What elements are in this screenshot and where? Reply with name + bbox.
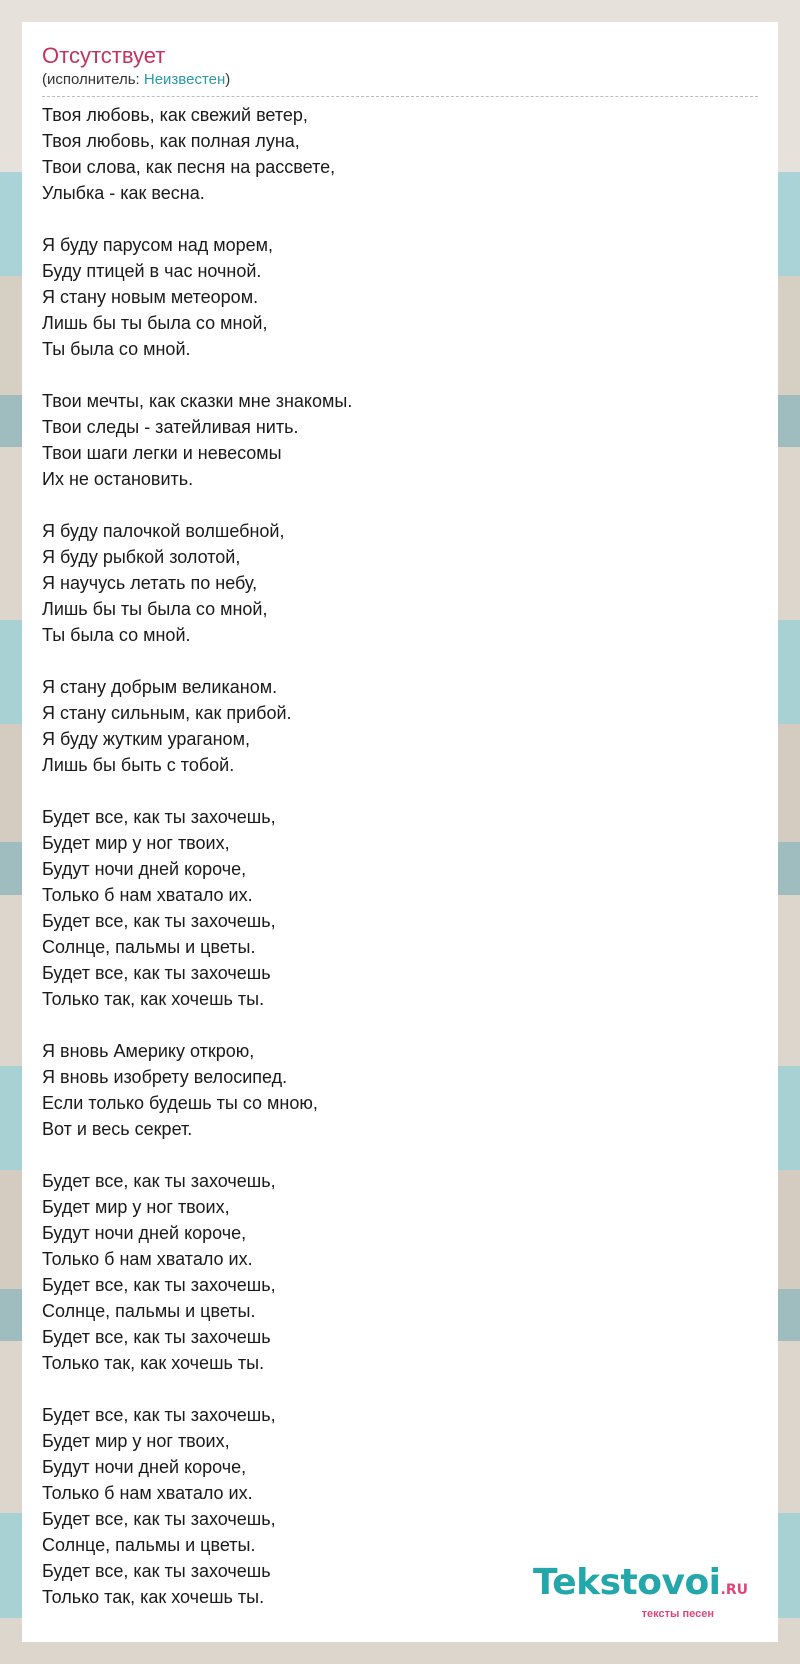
lyrics-line: Я буду палочкой волшебной, bbox=[42, 521, 285, 541]
lyrics-line: Будет мир у ног твоих, bbox=[42, 1197, 230, 1217]
lyrics-line: Будет все, как ты захочешь, bbox=[42, 807, 276, 827]
lyrics-stanza bbox=[42, 804, 758, 1012]
song-title: Отсутствует bbox=[42, 43, 166, 68]
lyrics-line: Лишь бы быть с тобой. bbox=[42, 755, 235, 775]
lyrics-line: Если только будешь ты со мною, bbox=[42, 1093, 318, 1113]
artist-suffix: ) bbox=[225, 71, 231, 88]
lyrics-line: Будет все, как ты захочешь bbox=[42, 1561, 271, 1581]
lyrics-line: Улыбка - как весна. bbox=[42, 183, 205, 203]
lyrics-stanza bbox=[42, 1168, 758, 1376]
lyrics-line: Я вновь Америку открою, bbox=[42, 1041, 255, 1061]
logo-tld: .RU bbox=[720, 1582, 748, 1598]
lyrics-line: Я вновь изобрету велосипед. bbox=[42, 1067, 288, 1087]
lyrics-line: Будет мир у ног твоих, bbox=[42, 1431, 230, 1451]
lyrics-line: Твои следы - затейливая нить. bbox=[42, 417, 299, 437]
lyrics-line: Будет все, как ты захочешь, bbox=[42, 1509, 276, 1529]
lyrics-line: Ты была со мной. bbox=[42, 339, 191, 359]
lyrics-line: Будет мир у ног твоих, bbox=[42, 833, 230, 853]
lyrics-line: Будут ночи дней короче, bbox=[42, 859, 247, 879]
lyrics-line: Только б нам хватало их. bbox=[42, 885, 253, 905]
lyrics-line: Твои шаги легки и невесомы bbox=[42, 443, 282, 463]
song-header bbox=[42, 42, 758, 97]
lyrics-line: Солнце, пальмы и цветы. bbox=[42, 937, 256, 957]
lyrics-line: Я буду жутким ураганом, bbox=[42, 729, 250, 749]
lyrics-line: Только так, как хочешь ты. bbox=[42, 1353, 265, 1373]
artist-link[interactable]: Неизвестен bbox=[143, 71, 226, 88]
lyrics-line: Будут ночи дней короче, bbox=[42, 1223, 247, 1243]
lyrics-line: Лишь бы ты была со мной, bbox=[42, 313, 268, 333]
lyrics-line: Лишь бы ты была со мной, bbox=[42, 599, 268, 619]
lyrics-stanza bbox=[42, 102, 758, 206]
logo-name: Tekstovoi bbox=[532, 1562, 721, 1603]
logo-tagline: тексты песен bbox=[641, 1608, 714, 1620]
lyrics-line: Я стану новым метеором. bbox=[42, 287, 259, 307]
lyrics-line: Будет все, как ты захочешь, bbox=[42, 911, 276, 931]
lyrics-line: Только б нам хватало их. bbox=[42, 1483, 253, 1503]
lyrics-line: Будет все, как ты захочешь, bbox=[42, 1405, 276, 1425]
lyrics-line: Будет все, как ты захочешь, bbox=[42, 1171, 276, 1191]
lyrics-line: Вот и весь секрет. bbox=[42, 1119, 193, 1139]
lyrics-line: Ты была со мной. bbox=[42, 625, 191, 645]
lyrics-line: Солнце, пальмы и цветы. bbox=[42, 1301, 256, 1321]
lyrics-line: Я стану сильным, как прибой. bbox=[42, 703, 292, 723]
content-card bbox=[22, 22, 778, 1642]
lyrics-line: Только так, как хочешь ты. bbox=[42, 1587, 265, 1607]
lyrics-line: Твоя любовь, как полная луна, bbox=[42, 131, 300, 151]
lyrics-line: Я научусь летать по небу, bbox=[42, 573, 258, 593]
lyrics-line: Будет все, как ты захочешь bbox=[42, 1327, 271, 1347]
artist-line bbox=[42, 70, 758, 90]
lyrics-stanza bbox=[42, 674, 758, 778]
lyrics-line: Только б нам хватало их. bbox=[42, 1249, 253, 1269]
lyrics-text bbox=[42, 102, 758, 1610]
lyrics-line: Я буду парусом над морем, bbox=[42, 235, 274, 255]
lyrics-line: Твоя любовь, как свежий ветер, bbox=[42, 105, 308, 125]
lyrics-stanza bbox=[42, 232, 758, 362]
lyrics-line: Будет все, как ты захочешь bbox=[42, 963, 271, 983]
lyrics-line: Буду птицей в час ночной. bbox=[42, 261, 262, 281]
lyrics-stanza bbox=[42, 388, 758, 492]
lyrics-line: Будут ночи дней короче, bbox=[42, 1457, 247, 1477]
lyrics-line: Солнце, пальмы и цветы. bbox=[42, 1535, 256, 1555]
lyrics-line: Твои слова, как песня на рассвете, bbox=[42, 157, 336, 177]
lyrics-line: Я буду рыбкой золотой, bbox=[42, 547, 241, 567]
logo-wordmark bbox=[532, 1562, 748, 1608]
lyrics-line: Их не остановить. bbox=[42, 469, 194, 489]
lyrics-line: Будет все, как ты захочешь, bbox=[42, 1275, 276, 1295]
artist-prefix: (исполнитель: bbox=[42, 71, 144, 88]
lyrics-stanza bbox=[42, 518, 758, 648]
lyrics-line: Твои мечты, как сказки мне знакомы. bbox=[42, 391, 353, 411]
lyrics-line: Только так, как хочешь ты. bbox=[42, 989, 265, 1009]
lyrics-stanza bbox=[42, 1038, 758, 1142]
site-logo[interactable] bbox=[532, 1562, 748, 1620]
lyrics-line: Я стану добрым великаном. bbox=[42, 677, 278, 697]
